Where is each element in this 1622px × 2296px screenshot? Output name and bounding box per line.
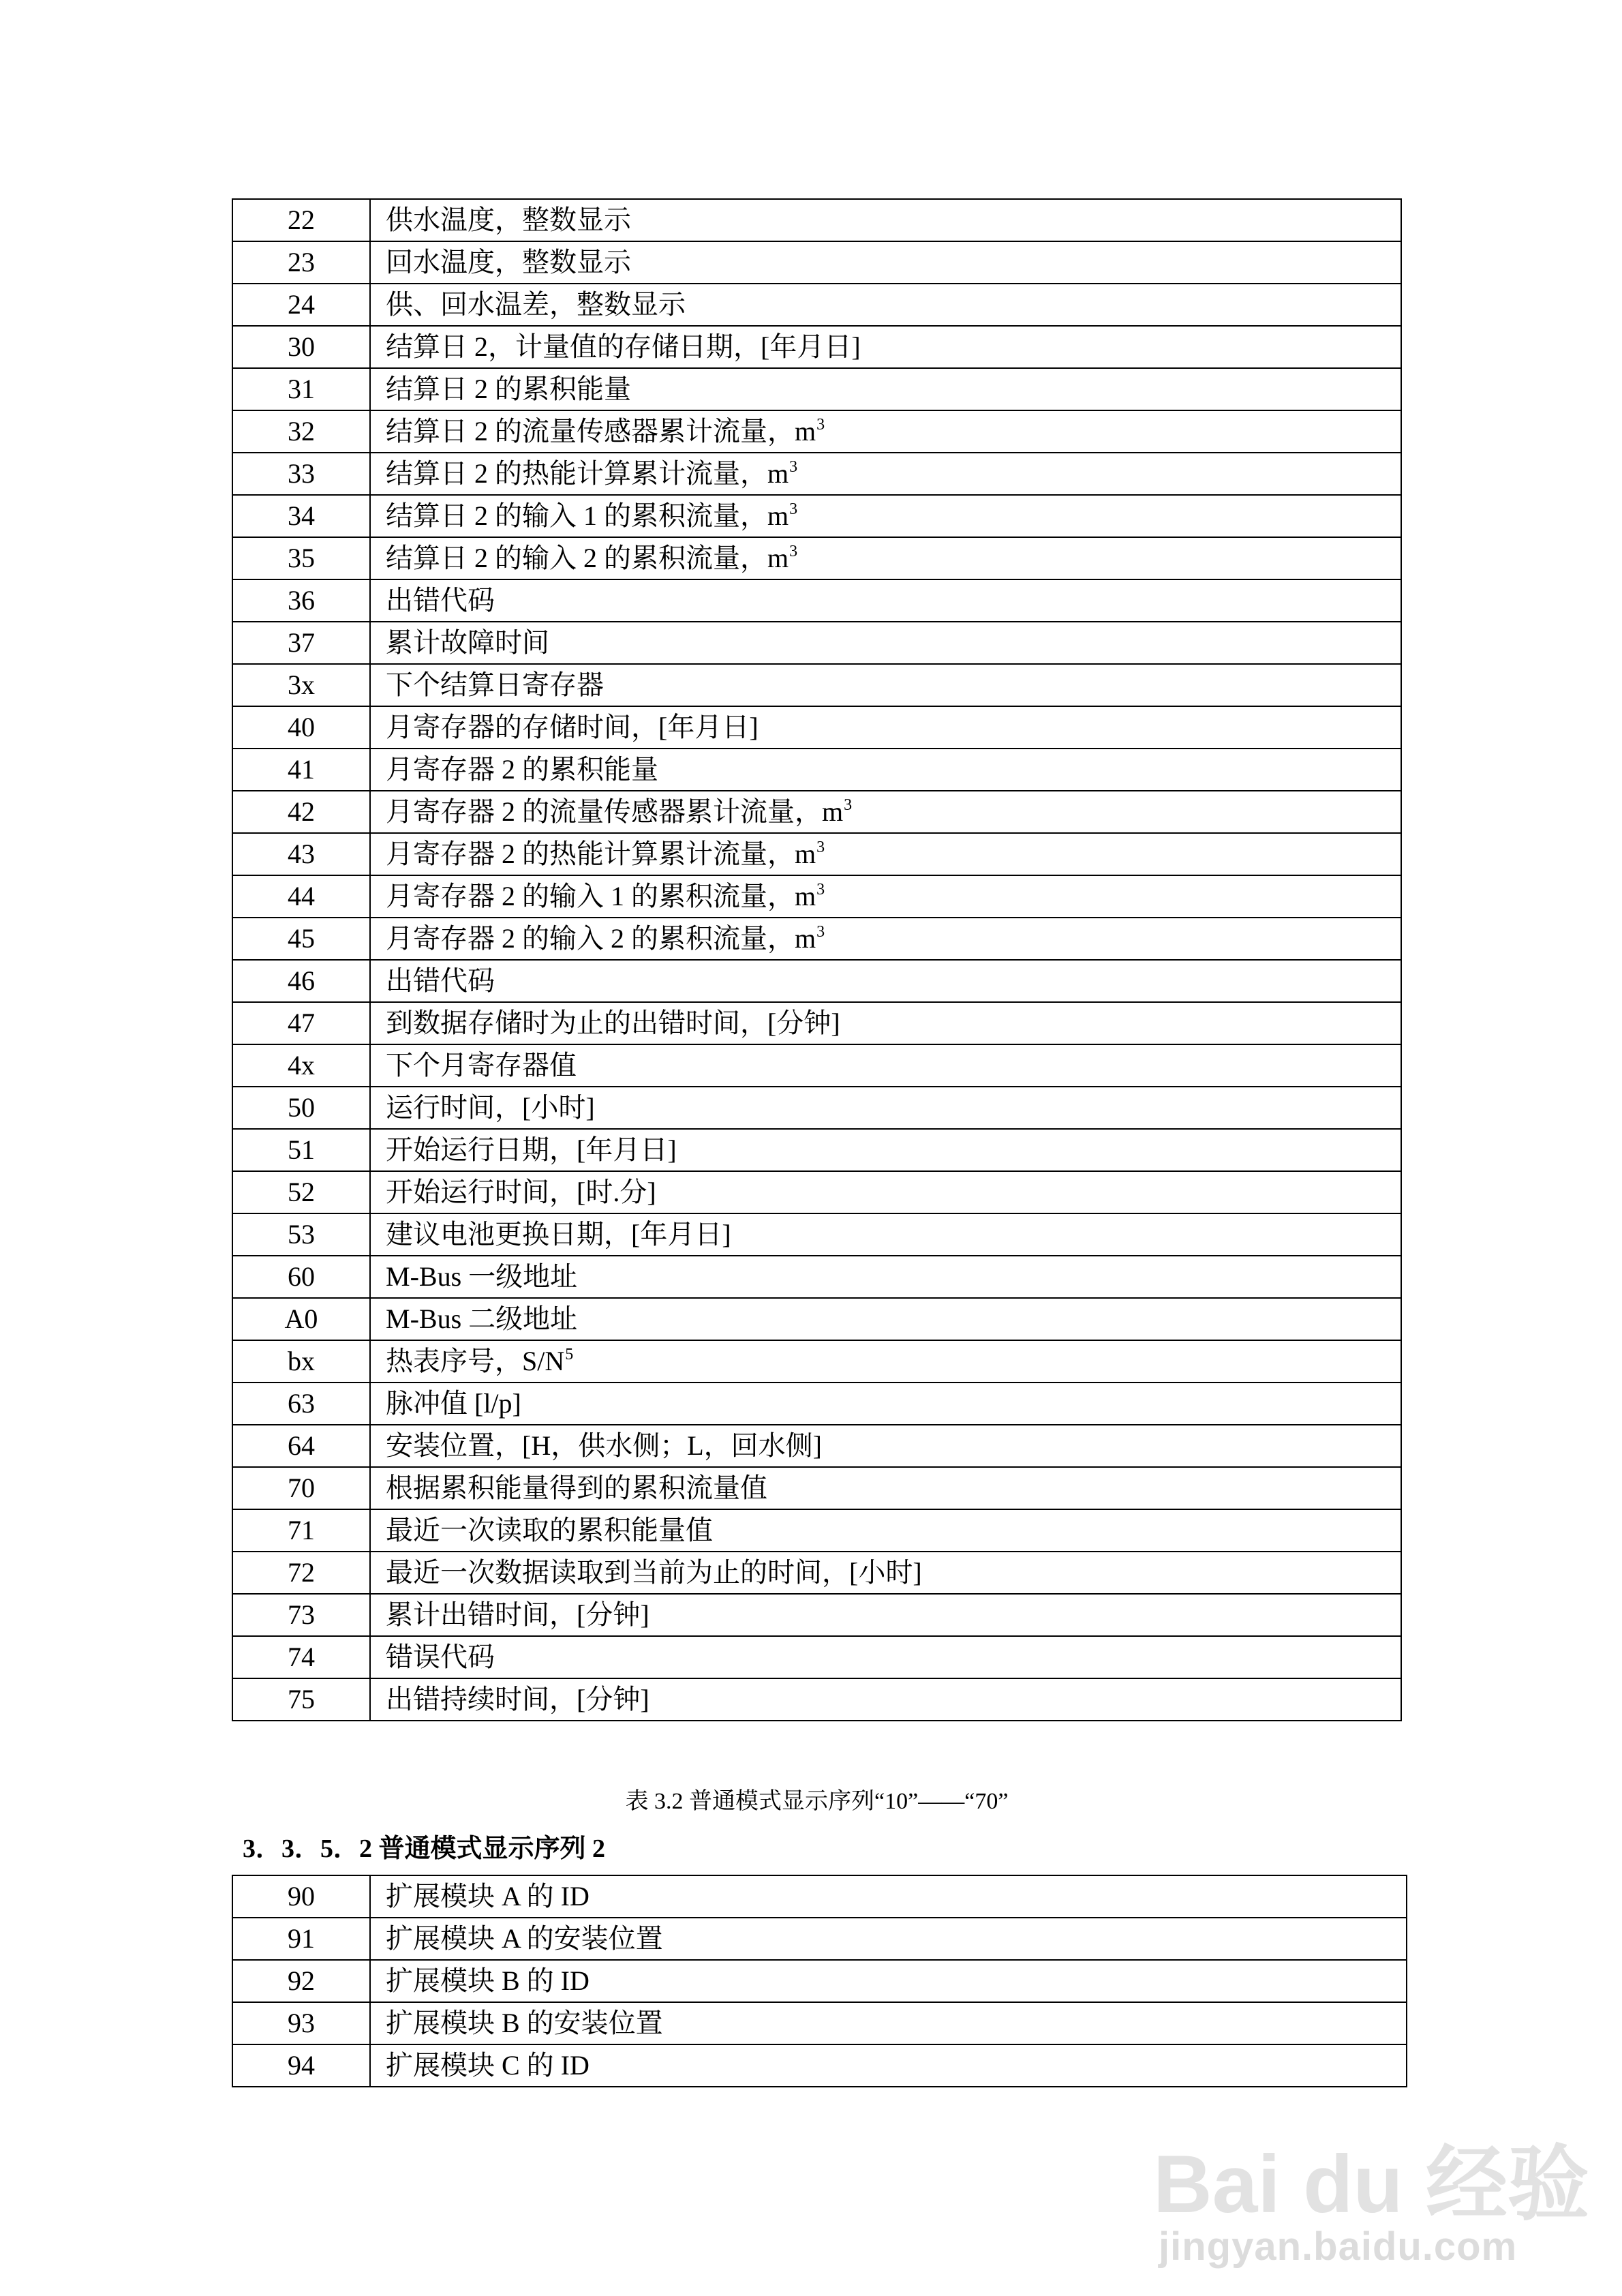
table-row bbox=[232, 833, 1401, 875]
display-sequence-table bbox=[232, 198, 1402, 1721]
table-row bbox=[232, 749, 1401, 791]
code-cell: 33 bbox=[232, 453, 370, 495]
description-text: 错误代码 bbox=[386, 1642, 495, 1672]
description-cell bbox=[370, 1298, 1401, 1340]
table-row bbox=[232, 664, 1401, 706]
code-cell: 45 bbox=[232, 918, 370, 960]
table-row bbox=[232, 284, 1401, 326]
code-cell: 74 bbox=[232, 1636, 370, 1678]
table-row bbox=[232, 1875, 1407, 1918]
description-cell bbox=[370, 664, 1401, 706]
table-row bbox=[232, 622, 1401, 664]
code-cell: 53 bbox=[232, 1213, 370, 1256]
code-cell: 37 bbox=[232, 622, 370, 664]
superscript: 3 bbox=[789, 458, 798, 476]
description-text: 月寄存器的存储时间，[年月日] bbox=[386, 712, 759, 742]
description-cell bbox=[370, 1087, 1401, 1129]
code-cell: 35 bbox=[232, 537, 370, 579]
code-cell: 44 bbox=[232, 875, 370, 918]
description-cell bbox=[370, 537, 1401, 579]
description-cell bbox=[370, 1678, 1401, 1721]
description-cell bbox=[370, 1467, 1401, 1509]
code-cell: 94 bbox=[232, 2044, 370, 2087]
description-text: 开始运行时间，[时.分] bbox=[386, 1177, 656, 1207]
code-cell: 91 bbox=[232, 1918, 370, 1960]
description-cell bbox=[370, 199, 1401, 241]
description-cell bbox=[370, 1044, 1401, 1087]
code-cell: 73 bbox=[232, 1594, 370, 1636]
code-cell: 31 bbox=[232, 368, 370, 410]
table-row bbox=[232, 368, 1401, 410]
description-cell bbox=[370, 453, 1401, 495]
table-caption: 表 3.2 普通模式显示序列“10”——“70” bbox=[625, 1789, 1009, 1814]
description-cell bbox=[370, 579, 1401, 622]
description-cell bbox=[370, 1552, 1401, 1594]
description-cell bbox=[370, 791, 1401, 833]
code-cell: 46 bbox=[232, 960, 370, 1002]
table-row bbox=[232, 1425, 1401, 1467]
description-text: 根据累积能量得到的累积流量值 bbox=[386, 1472, 767, 1503]
table-row bbox=[232, 875, 1401, 918]
table-row bbox=[232, 918, 1401, 960]
code-cell: 70 bbox=[232, 1467, 370, 1509]
description-text: 累计出错时间，[分钟] bbox=[386, 1599, 649, 1630]
description-cell bbox=[370, 1636, 1401, 1678]
description-cell bbox=[370, 1002, 1401, 1044]
description-cell bbox=[370, 1918, 1407, 1960]
description-text: 到数据存储时为止的出错时间，[分钟] bbox=[386, 1008, 840, 1038]
description-cell bbox=[370, 1129, 1401, 1171]
description-text: 扩展模块 C 的 ID bbox=[386, 2050, 590, 2081]
description-cell bbox=[370, 1509, 1401, 1552]
description-cell bbox=[370, 241, 1401, 284]
description-text: 扩展模块 A 的 ID bbox=[386, 1881, 590, 1912]
table-row bbox=[232, 1918, 1407, 1960]
code-cell: 52 bbox=[232, 1171, 370, 1213]
table-row bbox=[232, 1213, 1401, 1256]
code-cell: 40 bbox=[232, 706, 370, 749]
description-cell bbox=[370, 284, 1401, 326]
code-cell: 51 bbox=[232, 1129, 370, 1171]
code-cell: bx bbox=[232, 1340, 370, 1383]
code-cell: 41 bbox=[232, 749, 370, 791]
watermark-logo: Bai du 经验 bbox=[1153, 2139, 1590, 2230]
description-text: 扩展模块 B 的 ID bbox=[386, 1965, 590, 1996]
description-text: 热表序号，S/N bbox=[386, 1346, 565, 1376]
table-row bbox=[232, 537, 1401, 579]
description-text: 脉冲值 [l/p] bbox=[386, 1388, 521, 1419]
watermark-url: jingyan.baidu.com bbox=[1159, 2224, 1518, 2269]
table-row bbox=[232, 1594, 1401, 1636]
description-cell bbox=[370, 706, 1401, 749]
code-cell: 92 bbox=[232, 1960, 370, 2002]
code-cell: A0 bbox=[232, 1298, 370, 1340]
table-row bbox=[232, 1044, 1401, 1087]
table-row bbox=[232, 1467, 1401, 1509]
table-row bbox=[232, 1678, 1401, 1721]
superscript: 3 bbox=[789, 500, 798, 518]
table-row bbox=[232, 1002, 1401, 1044]
code-cell: 72 bbox=[232, 1552, 370, 1594]
description-text: 结算日 2 的热能计算累计流量，m bbox=[386, 458, 789, 489]
code-cell: 34 bbox=[232, 495, 370, 537]
description-text: 出错代码 bbox=[386, 965, 495, 996]
description-cell bbox=[370, 749, 1401, 791]
table-row bbox=[232, 791, 1401, 833]
description-cell bbox=[370, 1425, 1401, 1467]
display-sequence-2-table bbox=[232, 1875, 1407, 2087]
description-text: 下个月寄存器值 bbox=[386, 1050, 577, 1081]
code-cell: 23 bbox=[232, 241, 370, 284]
code-cell: 60 bbox=[232, 1256, 370, 1298]
code-cell: 71 bbox=[232, 1509, 370, 1552]
description-text: 结算日 2 的输入 2 的累积流量，m bbox=[386, 543, 789, 573]
description-text: 运行时间，[小时] bbox=[386, 1092, 595, 1123]
superscript: 5 bbox=[565, 1346, 574, 1363]
description-text: 建议电池更换日期，[年月日] bbox=[386, 1219, 731, 1250]
table-row bbox=[232, 453, 1401, 495]
code-cell: 22 bbox=[232, 199, 370, 241]
description-text: 累计故障时间 bbox=[386, 627, 549, 658]
table-row bbox=[232, 706, 1401, 749]
superscript: 3 bbox=[816, 416, 825, 434]
description-text: 月寄存器 2 的热能计算累计流量，m bbox=[386, 839, 816, 869]
table-row bbox=[232, 1340, 1401, 1383]
description-text: 结算日 2 的流量传感器累计流量，m bbox=[386, 416, 816, 447]
description-cell bbox=[370, 622, 1401, 664]
description-text: 月寄存器 2 的流量传感器累计流量，m bbox=[386, 796, 844, 827]
description-cell bbox=[370, 368, 1401, 410]
description-text: 结算日 2，计量值的存储日期，[年月日] bbox=[386, 331, 861, 362]
description-cell bbox=[370, 2002, 1407, 2044]
table-row bbox=[232, 1087, 1401, 1129]
table-row bbox=[232, 1552, 1401, 1594]
code-cell: 75 bbox=[232, 1678, 370, 1721]
description-text: 扩展模块 B 的安装位置 bbox=[386, 2008, 663, 2038]
code-cell: 4x bbox=[232, 1044, 370, 1087]
description-cell bbox=[370, 1960, 1407, 2002]
display-sequence-2-table-body bbox=[232, 1875, 1407, 2087]
description-cell bbox=[370, 918, 1401, 960]
section-heading: 3．3．5．2 普通模式显示序列 2 bbox=[243, 1834, 606, 1863]
description-text: 出错代码 bbox=[386, 585, 495, 616]
code-cell: 64 bbox=[232, 1425, 370, 1467]
table-row bbox=[232, 960, 1401, 1002]
code-cell: 30 bbox=[232, 326, 370, 368]
description-cell bbox=[370, 833, 1401, 875]
description-cell bbox=[370, 495, 1401, 537]
table-row bbox=[232, 495, 1401, 537]
superscript: 3 bbox=[789, 543, 798, 560]
table-row bbox=[232, 1129, 1401, 1171]
table-row bbox=[232, 1509, 1401, 1552]
code-cell: 47 bbox=[232, 1002, 370, 1044]
code-cell: 93 bbox=[232, 2002, 370, 2044]
table-row bbox=[232, 241, 1401, 284]
description-cell bbox=[370, 410, 1401, 453]
code-cell: 32 bbox=[232, 410, 370, 453]
description-cell bbox=[370, 1875, 1407, 1918]
description-cell bbox=[370, 1383, 1401, 1425]
code-cell: 63 bbox=[232, 1383, 370, 1425]
description-text: 回水温度，整数显示 bbox=[386, 247, 631, 277]
code-cell: 90 bbox=[232, 1875, 370, 1918]
description-cell bbox=[370, 1171, 1401, 1213]
description-text: 月寄存器 2 的输入 1 的累积流量，m bbox=[386, 881, 816, 911]
description-text: 下个结算日寄存器 bbox=[386, 669, 604, 700]
description-text: 月寄存器 2 的累积能量 bbox=[386, 754, 658, 785]
description-text: M-Bus 二级地址 bbox=[386, 1303, 578, 1334]
code-cell: 50 bbox=[232, 1087, 370, 1129]
description-text: 最近一次读取的累积能量值 bbox=[386, 1515, 713, 1545]
table-row bbox=[232, 1256, 1401, 1298]
code-cell: 43 bbox=[232, 833, 370, 875]
table-row bbox=[232, 1383, 1401, 1425]
description-text: 扩展模块 A 的安装位置 bbox=[386, 1923, 663, 1954]
superscript: 3 bbox=[816, 881, 825, 898]
table-row bbox=[232, 1636, 1401, 1678]
code-cell: 3x bbox=[232, 664, 370, 706]
description-cell bbox=[370, 1213, 1401, 1256]
description-text: 供水温度，整数显示 bbox=[386, 205, 631, 235]
description-text: M-Bus 一级地址 bbox=[386, 1261, 578, 1292]
description-cell bbox=[370, 1256, 1401, 1298]
description-cell bbox=[370, 1594, 1401, 1636]
description-text: 安装位置，[H，供水侧；L，回水侧] bbox=[386, 1430, 822, 1461]
description-text: 最近一次数据读取到当前为止的时间，[小时] bbox=[386, 1557, 922, 1588]
superscript: 3 bbox=[816, 923, 825, 941]
table-row bbox=[232, 1298, 1401, 1340]
table-row bbox=[232, 2002, 1407, 2044]
display-sequence-table-body bbox=[232, 199, 1401, 1721]
table-row bbox=[232, 410, 1401, 453]
code-cell: 24 bbox=[232, 284, 370, 326]
superscript: 3 bbox=[816, 839, 825, 856]
code-cell: 42 bbox=[232, 791, 370, 833]
superscript: 3 bbox=[844, 796, 853, 814]
description-cell bbox=[370, 875, 1401, 918]
description-text: 结算日 2 的累积能量 bbox=[386, 374, 631, 404]
table-row bbox=[232, 579, 1401, 622]
table-row bbox=[232, 326, 1401, 368]
description-cell bbox=[370, 1340, 1401, 1383]
description-text: 供、回水温差，整数显示 bbox=[386, 289, 686, 320]
description-cell bbox=[370, 326, 1401, 368]
table-row bbox=[232, 199, 1401, 241]
description-text: 开始运行日期，[年月日] bbox=[386, 1134, 677, 1165]
description-text: 结算日 2 的输入 1 的累积流量，m bbox=[386, 500, 789, 531]
table-row bbox=[232, 2044, 1407, 2087]
table-row bbox=[232, 1171, 1401, 1213]
description-text: 出错持续时间，[分钟] bbox=[386, 1684, 649, 1715]
description-cell bbox=[370, 960, 1401, 1002]
code-cell: 36 bbox=[232, 579, 370, 622]
description-text: 月寄存器 2 的输入 2 的累积流量，m bbox=[386, 923, 816, 954]
table-row bbox=[232, 1960, 1407, 2002]
description-cell bbox=[370, 2044, 1407, 2087]
